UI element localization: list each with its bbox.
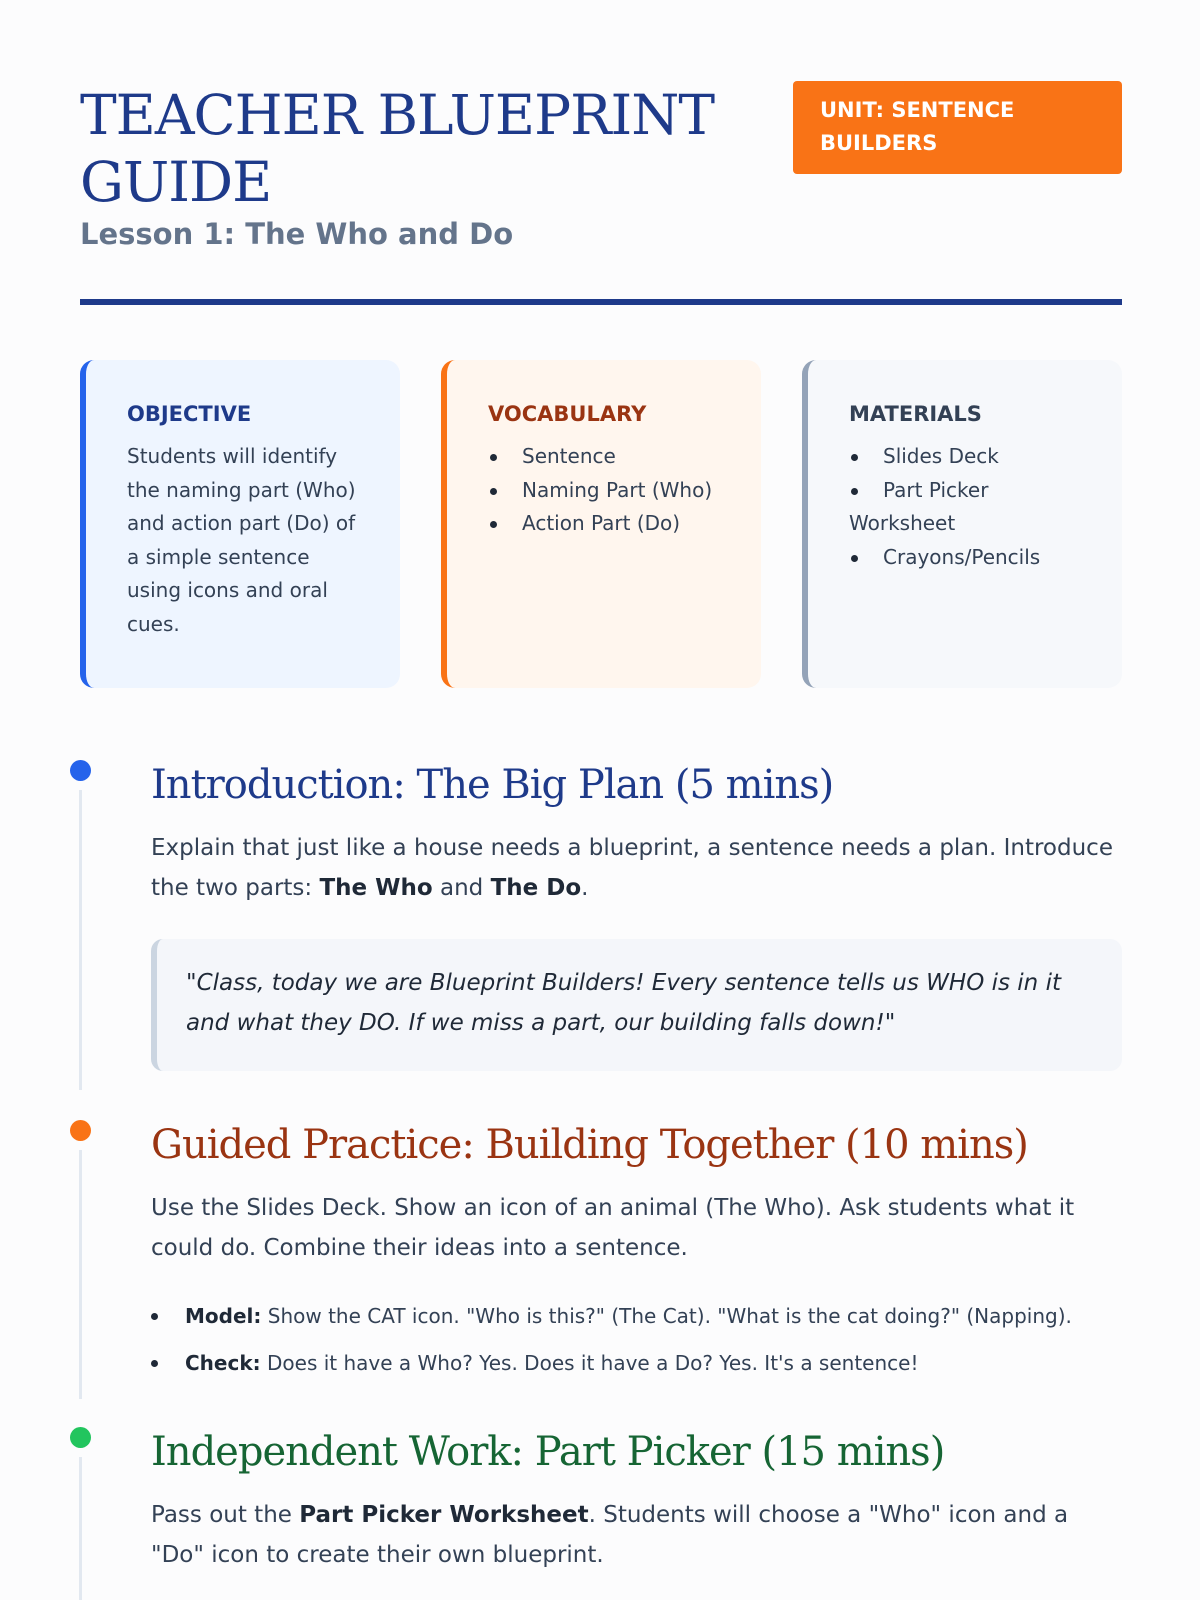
section-guided-practice <box>70 1120 1122 1375</box>
body-bold-text: Part Picker Worksheet <box>299 1502 589 1528</box>
vocabulary-item: Action Part (Do) <box>488 507 725 541</box>
section-title: Independent Work: Part Picker (15 mins) <box>151 1429 945 1475</box>
materials-item: Crayons/Pencils <box>849 541 1086 575</box>
step-text: Does it have a Who? Yes. Does it have a Do? Yes. It's a sentence! <box>260 1351 919 1375</box>
step-label: Model: <box>185 1304 262 1328</box>
materials-heading: MATERIALS <box>849 402 982 426</box>
body-bold-text: The Do <box>490 875 582 901</box>
objective-text: Students will identify the naming part (Who) and action part (Do) of a simple sentence using icons and oral cues. <box>127 444 356 636</box>
timeline-line <box>79 1457 82 1600</box>
timeline-dot <box>70 1120 91 1141</box>
section-body: Use the Slides Deck. Show an icon of an animal (The Who). Ask students what it could do. Combine their ideas into a sentence. <box>151 1195 1075 1261</box>
materials-item: Slides Deck <box>849 440 1086 474</box>
materials-list <box>849 440 1086 574</box>
list-item <box>151 1340 1122 1387</box>
lesson-subtitle: Lesson 1: The Who and Do <box>80 217 514 251</box>
timeline-dot <box>70 760 91 781</box>
materials-card <box>802 360 1122 688</box>
step-label: Check: <box>185 1351 261 1375</box>
vocabulary-item: Sentence <box>488 440 725 474</box>
teacher-script-quote: "Class, today we are Blueprint Builders! Every sentence tells us WHO is in it and what they DO. If we miss a part, our building falls down!" <box>151 939 1122 1071</box>
practice-steps-list <box>151 1293 1122 1387</box>
section-introduction <box>70 760 1122 1060</box>
body-text: . Students will choose a "Who" icon and a "Do" icon to create their own blueprint. <box>151 1502 1069 1568</box>
step-text: Show the CAT icon. "Who is this?" (The Cat). "What is the cat doing?" (Napping). <box>261 1304 1072 1328</box>
objective-heading: OBJECTIVE <box>127 402 252 426</box>
page-title: TEACHER BLUEPRINT GUIDE <box>80 83 715 214</box>
body-text: . <box>581 875 589 901</box>
timeline-line <box>79 790 82 1090</box>
section-body <box>151 828 1122 908</box>
section-body <box>151 1495 1122 1575</box>
info-cards <box>80 360 1122 688</box>
section-title: Introduction: The Big Plan (5 mins) <box>151 762 834 808</box>
section-title: Guided Practice: Building Together (10 mins) <box>151 1122 1028 1168</box>
lesson-header <box>80 76 1122 306</box>
section-content <box>151 1427 1122 1600</box>
vocabulary-heading: VOCABULARY <box>488 402 647 426</box>
vocabulary-list <box>488 440 725 541</box>
body-text: Explain that just like a house needs a blueprint, a sentence needs a plan. Introduce the two parts: <box>151 835 1113 901</box>
timeline-dot <box>70 1427 91 1448</box>
vocabulary-item: Naming Part (Who) <box>488 474 725 508</box>
body-bold-text: The Who <box>319 875 433 901</box>
body-text: and <box>432 875 491 901</box>
materials-item: Part Picker Worksheet <box>849 474 1086 541</box>
section-content <box>151 1120 1122 1387</box>
objective-card <box>80 360 400 688</box>
timeline-line <box>79 1150 82 1399</box>
body-text: Pass out the <box>151 1502 300 1528</box>
list-item <box>151 1293 1122 1340</box>
section-independent-work <box>70 1427 1122 1600</box>
header-divider <box>80 299 1122 305</box>
section-content <box>151 760 1122 1071</box>
vocabulary-card <box>441 360 761 688</box>
unit-badge: UNIT: SENTENCE BUILDERS <box>793 81 1122 174</box>
